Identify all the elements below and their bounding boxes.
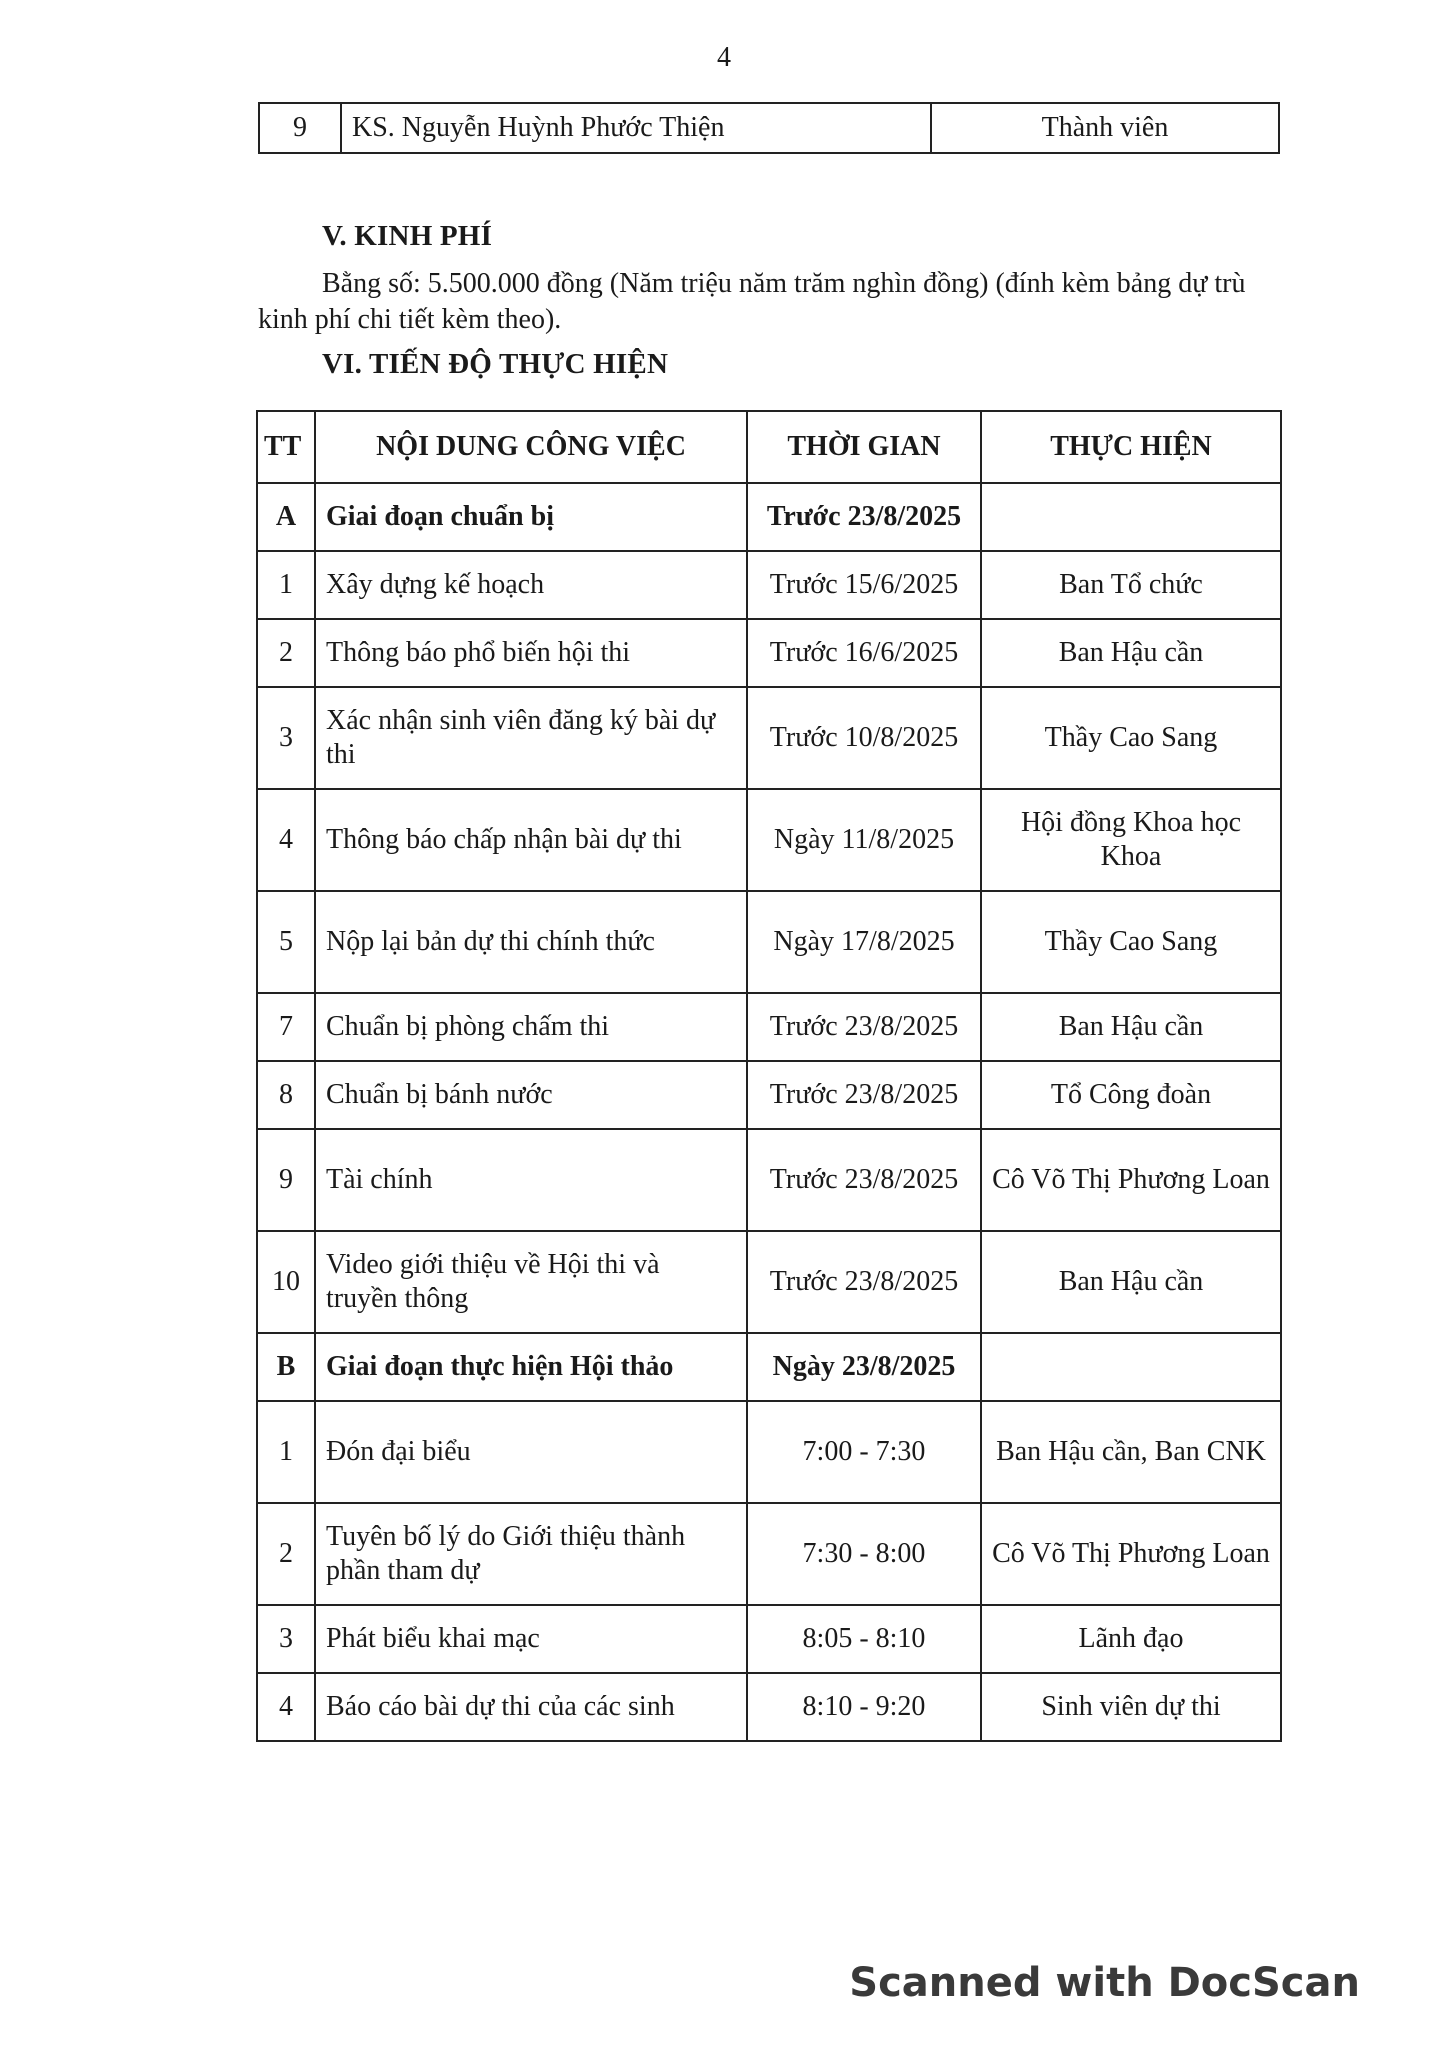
row-time: Ngày 11/8/2025 [747, 789, 981, 891]
row-responsible: Ban Hậu cần [981, 619, 1281, 687]
member-number: 9 [259, 103, 341, 153]
table-row [257, 1605, 1281, 1673]
row-number: 8 [257, 1061, 315, 1129]
row-time: Trước 23/8/2025 [747, 1231, 981, 1333]
row-task: Giai đoạn chuẩn bị [315, 483, 747, 551]
row-time: Trước 15/6/2025 [747, 551, 981, 619]
table-row [257, 619, 1281, 687]
row-number: B [257, 1333, 315, 1401]
column-header-time: THỜI GIAN [747, 411, 981, 483]
row-number: 10 [257, 1231, 315, 1333]
row-time: Trước 10/8/2025 [747, 687, 981, 789]
row-time: 8:05 - 8:10 [747, 1605, 981, 1673]
row-number: 2 [257, 1503, 315, 1605]
phase-row [257, 1333, 1281, 1401]
row-time: Ngày 17/8/2025 [747, 891, 981, 993]
table-row [257, 789, 1281, 891]
row-number: 1 [257, 1401, 315, 1503]
row-task: Xác nhận sinh viên đăng ký bài dự thi [315, 687, 747, 789]
column-header-task: NỘI DUNG CÔNG VIỆC [315, 411, 747, 483]
row-task: Tài chính [315, 1129, 747, 1231]
row-task: Báo cáo bài dự thi của các sinh [315, 1673, 747, 1741]
row-responsible [981, 483, 1281, 551]
row-responsible: Thầy Cao Sang [981, 687, 1281, 789]
member-name: KS. Nguyễn Huỳnh Phước Thiện [341, 103, 931, 153]
row-responsible: Lãnh đạo [981, 1605, 1281, 1673]
row-time: Trước 23/8/2025 [747, 1061, 981, 1129]
row-responsible: Ban Tổ chức [981, 551, 1281, 619]
row-task: Tuyên bố lý do Giới thiệu thành phần tham dự [315, 1503, 747, 1605]
members-table [258, 102, 1280, 154]
row-number: A [257, 483, 315, 551]
phase-row [257, 483, 1281, 551]
table-row [257, 1401, 1281, 1503]
row-responsible: Ban Hậu cần [981, 1231, 1281, 1333]
schedule-table [256, 410, 1282, 1742]
row-task: Phát biểu khai mạc [315, 1605, 747, 1673]
column-header-responsible: THỰC HIỆN [981, 411, 1281, 483]
row-responsible: Sinh viên dự thi [981, 1673, 1281, 1741]
row-number: 3 [257, 1605, 315, 1673]
row-time: Trước 16/6/2025 [747, 619, 981, 687]
table-row [257, 1231, 1281, 1333]
table-row [257, 891, 1281, 993]
section-heading-budget: V. KINH PHÍ [322, 220, 493, 252]
row-time: 8:10 - 9:20 [747, 1673, 981, 1741]
row-task: Nộp lại bản dự thi chính thức [315, 891, 747, 993]
table-row [257, 1061, 1281, 1129]
row-task: Xây dựng kế hoạch [315, 551, 747, 619]
row-task: Đón đại biểu [315, 1401, 747, 1503]
section-heading-schedule: VI. TIẾN ĐỘ THỰC HIỆN [322, 348, 669, 380]
budget-paragraph: Bằng số: 5.500.000 đồng (Năm triệu năm trăm nghìn đồng) (đính kèm bảng dự trù kinh phí chi tiết kèm theo). [258, 268, 1246, 335]
table-header-row [257, 411, 1281, 483]
row-number: 3 [257, 687, 315, 789]
row-task: Chuẩn bị bánh nước [315, 1061, 747, 1129]
row-number: 4 [257, 1673, 315, 1741]
column-header-tt: TT [257, 411, 315, 483]
table-row [259, 103, 1279, 153]
member-role: Thành viên [931, 103, 1279, 153]
table-row [257, 1673, 1281, 1741]
row-time: 7:00 - 7:30 [747, 1401, 981, 1503]
row-number: 4 [257, 789, 315, 891]
row-time: 7:30 - 8:00 [747, 1503, 981, 1605]
row-responsible [981, 1333, 1281, 1401]
row-task: Giai đoạn thực hiện Hội thảo [315, 1333, 747, 1401]
row-task: Thông báo chấp nhận bài dự thi [315, 789, 747, 891]
row-time: Trước 23/8/2025 [747, 1129, 981, 1231]
row-responsible: Cô Võ Thị Phương Loan [981, 1129, 1281, 1231]
row-time: Ngày 23/8/2025 [747, 1333, 981, 1401]
table-row [257, 993, 1281, 1061]
row-number: 1 [257, 551, 315, 619]
table-row [257, 551, 1281, 619]
scan-watermark: Scanned with DocScan [849, 1960, 1360, 2006]
page-number: 4 [717, 42, 731, 73]
row-responsible: Ban Hậu cần, Ban CNK [981, 1401, 1281, 1503]
row-number: 7 [257, 993, 315, 1061]
row-responsible: Tổ Công đoàn [981, 1061, 1281, 1129]
row-task: Chuẩn bị phòng chấm thi [315, 993, 747, 1061]
row-time: Trước 23/8/2025 [747, 483, 981, 551]
row-number: 5 [257, 891, 315, 993]
row-responsible: Cô Võ Thị Phương Loan [981, 1503, 1281, 1605]
row-task: Video giới thiệu về Hội thi và truyền thông [315, 1231, 747, 1333]
row-number: 9 [257, 1129, 315, 1231]
row-responsible: Thầy Cao Sang [981, 891, 1281, 993]
table-row [257, 1503, 1281, 1605]
row-task: Thông báo phổ biến hội thi [315, 619, 747, 687]
table-row [257, 687, 1281, 789]
row-time: Trước 23/8/2025 [747, 993, 981, 1061]
row-number: 2 [257, 619, 315, 687]
row-responsible: Ban Hậu cần [981, 993, 1281, 1061]
row-responsible: Hội đồng Khoa học Khoa [981, 789, 1281, 891]
table-row [257, 1129, 1281, 1231]
